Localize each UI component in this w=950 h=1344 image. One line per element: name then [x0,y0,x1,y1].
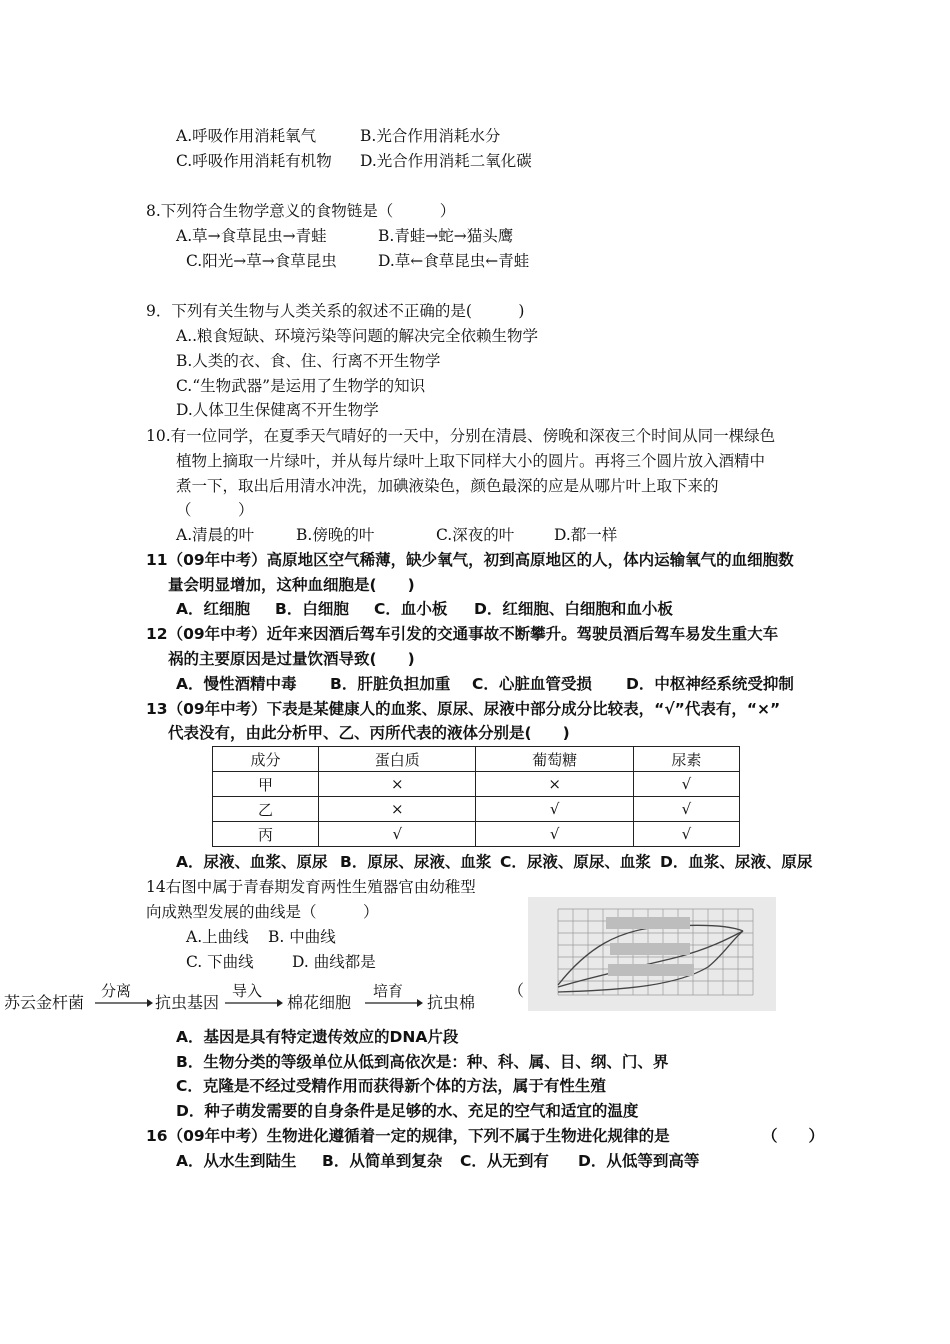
arrow-icon [365,998,423,1008]
q10-option-c: C.深夜的叶 [436,526,515,544]
q8-option-d: D.草←食草昆虫←青蛙 [378,252,530,270]
q13-stem-line1: 13（09年中考）下表是某健康人的血浆、原尿、尿液中部分成分比较表，“√”代表有，“×” [146,700,781,718]
q13-option-a: A．尿液、血浆、原尿 [176,853,328,871]
table-cell: √ [476,797,633,822]
q12-option-d: D．中枢神经系统受抑制 [626,675,794,693]
q10-answer-paren: （ ） [176,501,254,519]
q15-option-d: D．种子萌发需要的自身条件是足够的水、充足的空气和适宜的温度 [176,1102,639,1120]
q14-stem-line1: 14右图中属于青春期发育两性生殖器官由幼稚型 [146,878,476,896]
table-cell: × [476,772,633,797]
q14-option-a: A.上曲线 [186,928,249,946]
table-cell: √ [476,822,633,847]
q13-option-b: B．原尿、尿液、血浆 [340,853,492,871]
arrow-icon [95,998,153,1008]
flow-node-result: 抗虫棉 [427,993,476,1012]
table-header: 蛋白质 [319,747,476,772]
q10-stem-line3: 煮一下，取出后用清水冲洗，加碘液染色，颜色最深的应是从哪片叶上取下来的 [176,477,719,495]
q16-option-b: B．从简单到复杂 [322,1152,443,1170]
arrow-icon [225,998,283,1008]
growth-curve-figure [528,897,776,1011]
q11-stem-line2: 量会明显增加，这种血细胞是( ) [168,576,415,594]
q8-stem: 8.下列符合生物学意义的食物链是（ ） [146,202,456,220]
q12-stem-line2: 祸的主要原因是过量饮酒导致( ) [168,650,415,668]
q9-option-b: B.人类的衣、食、住、行离不开生物学 [176,352,441,370]
table-cell: × [319,772,476,797]
q16-option-a: A．从水生到陆生 [176,1152,297,1170]
q7-option-c: C.呼吸作用消耗有机物 [176,152,332,170]
middle-curve [558,931,743,987]
q10-stem-line2: 植物上摘取一片绿叶，并从每片绿叶上取下同样大小的圆片。再将三个圆片放入酒精中 [176,452,766,470]
q10-option-a: A.清晨的叶 [176,526,255,544]
curve-label-box [608,964,694,976]
q13-stem-line2: 代表没有，由此分析甲、乙、丙所代表的液体分别是( ) [168,724,570,742]
q7-option-b: B.光合作用消耗水分 [360,127,501,145]
table-row [213,772,740,797]
q9-option-d: D.人体卫生保健离不开生物学 [176,401,379,419]
flow-node-gene: 抗虫基因 [155,993,220,1012]
table-cell: 甲 [213,772,319,797]
table-header: 成分 [213,747,319,772]
q14-option-c: C. 下曲线 [186,953,254,971]
curve-label-box [606,917,690,929]
flow-edge-label: 分离 [101,982,132,1000]
table-header: 尿素 [633,747,739,772]
q9-option-a: A..粮食短缺、环境污染等问题的解决完全依赖生物学 [176,327,539,345]
q12-option-c: C．心脏血管受损 [472,675,592,693]
q7-option-a: A.呼吸作用消耗氧气 [176,127,317,145]
q12-stem-line1: 12（09年中考）近年来因酒后驾车引发的交通事故不断攀升。驾驶员酒后驾车易发生重大车 [146,625,779,643]
table-cell: × [319,797,476,822]
table-header-row [213,747,740,772]
q11-option-b: B．白细胞 [275,600,349,618]
q10-stem-line1: 10.有一位同学，在夏季天气晴好的一天中，分别在清晨、傍晚和深夜三个时间从同一棵绿色 [146,427,776,445]
flow-answer-paren: （ [508,981,525,1000]
q8-option-b: B.青蛙→蛇→猫头鹰 [378,227,514,245]
flow-node-cell: 棉花细胞 [287,993,352,1012]
table-cell: √ [633,797,739,822]
flow-edge-label: 培育 [373,982,404,1000]
table-cell: √ [319,822,476,847]
q16-answer-paren: （ ） [762,1127,825,1145]
q13-option-d: D．血浆、尿液、原尿 [660,853,813,871]
q16-stem: 16（09年中考）生物进化遵循着一定的规律，下列不属于生物进化规律的是 [146,1127,670,1145]
q16-option-d: D．从低等到高等 [578,1152,700,1170]
q10-option-b: B.傍晚的叶 [296,526,375,544]
comparison-table [212,746,740,847]
growth-curve-graph [528,897,776,1011]
q9-stem: 9．下列有关生物与人类关系的叙述不正确的是( ) [146,302,525,320]
curve-label-box [610,943,690,955]
q7-option-d: D.光合作用消耗二氧化碳 [360,152,532,170]
flow-node-source: 苏云金杆菌 [4,993,85,1012]
table-header: 葡萄糖 [476,747,633,772]
q16-option-c: C．从无到有 [460,1152,549,1170]
q15-option-a: A．基因是具有特定遗传效应的DNA片段 [176,1028,459,1046]
q8-option-c: C.阳光→草→食草昆虫 [186,252,337,270]
q15-option-c: C．克隆是不经过受精作用而获得新个体的方法，属于有性生殖 [176,1077,606,1095]
q12-option-b: B．肝脏负担加重 [330,675,451,693]
q9-option-c: C.“生物武器”是运用了生物学的知识 [176,377,426,395]
q10-option-d: D.都一样 [554,526,618,544]
table-cell: 丙 [213,822,319,847]
q13-option-c: C．尿液、原尿、血浆 [500,853,651,871]
q11-stem-line1: 11（09年中考）高原地区空气稀薄，缺少氧气，初到高原地区的人，体内运输氧气的血细胞数 [146,551,794,569]
q14-stem-line2: 向成熟型发展的曲线是（ ） [146,903,379,921]
q14-option-d: D. 曲线都是 [292,953,376,971]
q11-option-d: D．红细胞、白细胞和血小板 [474,600,673,618]
q15-option-b: B．生物分类的等级单位从低到高依次是：种、科、属、目、纲、门、界 [176,1053,669,1071]
upper-curve [558,925,743,985]
table-cell: √ [633,772,739,797]
q14-option-b: B. 中曲线 [268,928,336,946]
table-row [213,797,740,822]
table-cell: 乙 [213,797,319,822]
table-row [213,822,740,847]
lower-curve [558,931,743,992]
q11-option-c: C．血小板 [374,600,448,618]
gene-transfer-flow [0,978,525,1026]
q11-option-a: A．红细胞 [176,600,250,618]
table-cell: √ [633,822,739,847]
q8-option-a: A.草→食草昆虫→青蛙 [176,227,327,245]
q12-option-a: A．慢性酒精中毒 [176,675,297,693]
flow-edge-label: 导入 [232,982,263,1000]
